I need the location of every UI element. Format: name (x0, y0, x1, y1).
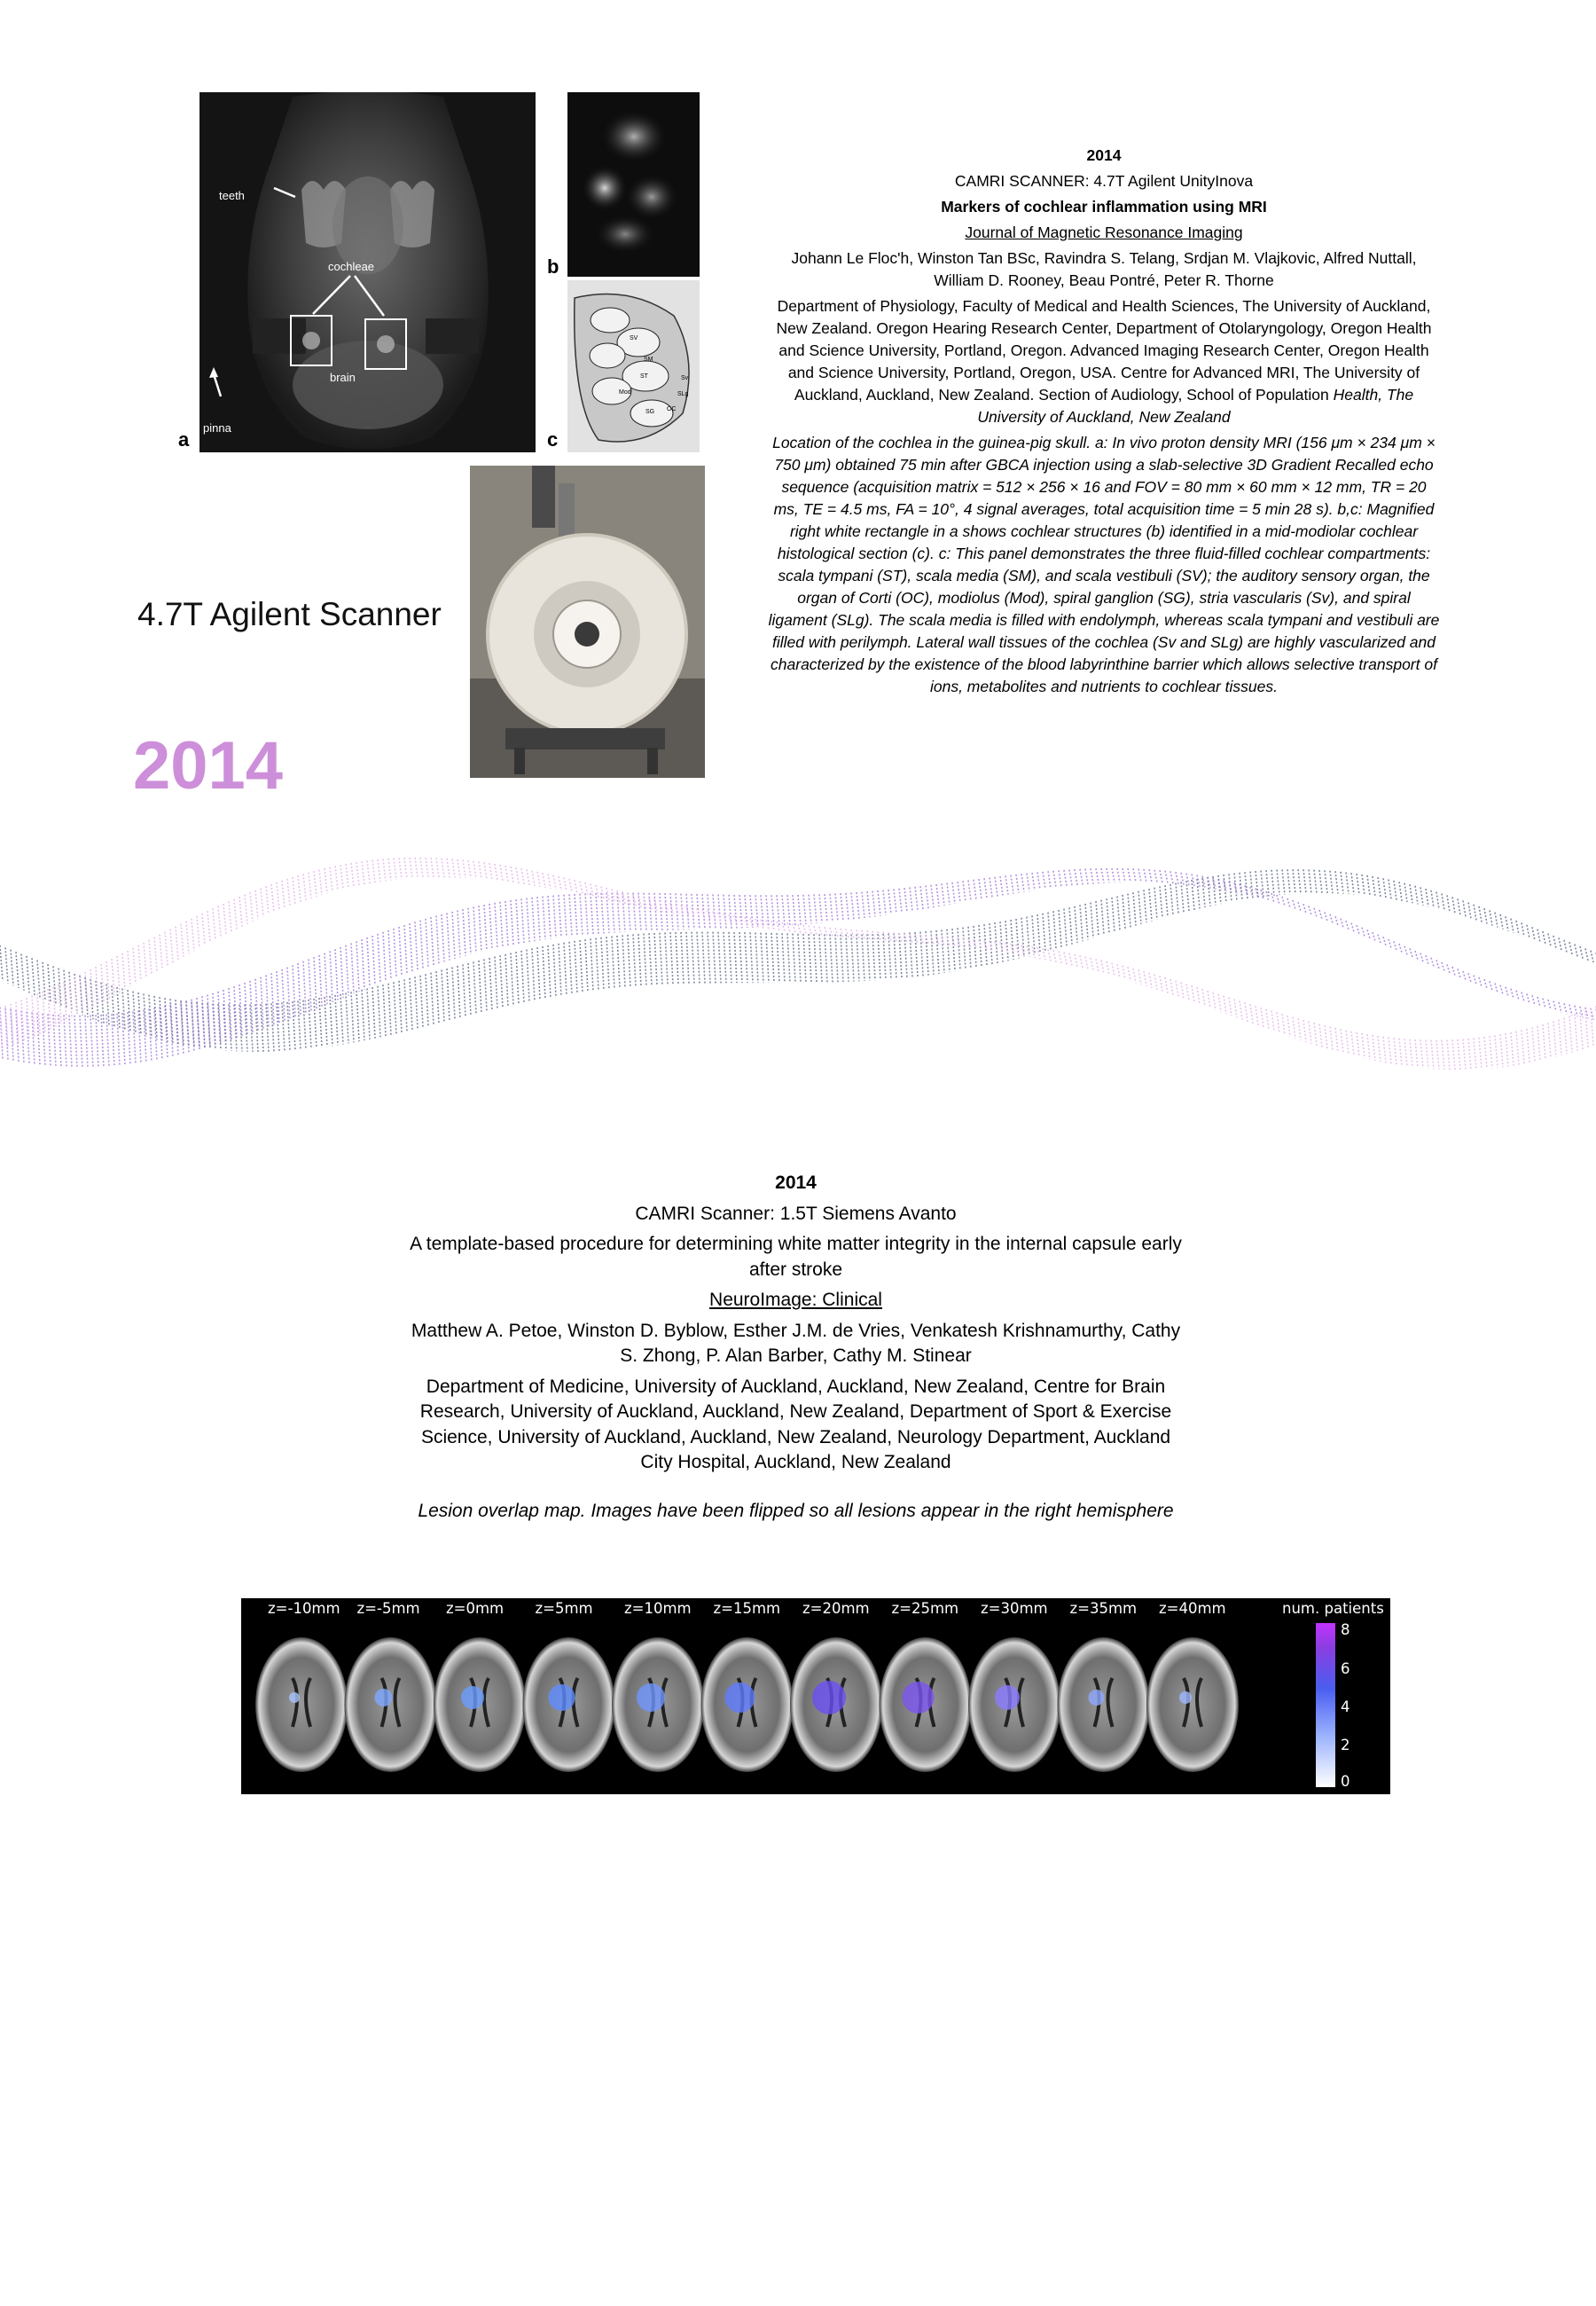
lesion-overlay (461, 1686, 484, 1709)
publication-2 (403, 1171, 1188, 1524)
scanner-label: 4.7T Agilent Scanner (137, 596, 442, 632)
lesion-overlay (1179, 1691, 1192, 1704)
colorbar-tick-4: 4 (1341, 1698, 1350, 1715)
histology-panel-c (567, 280, 700, 452)
brain-slice (523, 1637, 615, 1772)
brain-label: brain (330, 371, 356, 384)
panel-letter-a: a (178, 428, 190, 451)
lesion-overlay (903, 1682, 935, 1714)
brain-slice (255, 1637, 348, 1772)
pub2-year: 2014 (775, 1173, 817, 1193)
brain-slices (241, 1598, 1390, 1794)
brain-slice (790, 1637, 882, 1772)
lesion-overlay (725, 1682, 755, 1713)
slice-label: z=0mm (446, 1600, 505, 1617)
slice-label: z=10mm (624, 1600, 692, 1617)
publication-1 (767, 145, 1441, 698)
brain-slice (1058, 1637, 1150, 1772)
teeth-label: teeth (219, 189, 245, 202)
pub2-scanner: CAMRI Scanner: 1.5T Siemens Avanto (635, 1203, 957, 1224)
brain-slice (968, 1637, 1060, 1772)
scanner-photo (470, 466, 705, 778)
mri-panel-a (200, 92, 536, 452)
colorbar-tick-6: 6 (1341, 1660, 1350, 1677)
pub1-affiliations-main: Department of Physiology, Faculty of Medical and Health Sciences, The University of Auckland, New Zealand. Oregon Hearing Research Center, Department of Otolaryngology, Oregon Health and Science University, Portland, Oregon. Advanced Imaging Research Center, Oregon Health and Science University, Portland, Oregon, USA. Centre for Advanced MRI, The University of Auckland, Auckland, New Zealand. Section of Audiology, School of Population (776, 297, 1432, 404)
slice-label: z=25mm (891, 1600, 959, 1617)
pub1-title: Markers of cochlear inflammation using MRI (941, 198, 1267, 216)
decorative-wave (0, 780, 1596, 1100)
lesion-overlay (637, 1683, 665, 1712)
lesion-overlay (995, 1685, 1020, 1710)
slice-label: z=30mm (981, 1600, 1048, 1617)
slice-label: z=20mm (802, 1600, 870, 1617)
label-sm: SM (644, 357, 653, 363)
brain-slice (612, 1637, 704, 1772)
dotted-wave-graphic (0, 780, 1596, 1100)
lesion-overlay (812, 1681, 846, 1714)
lesion-overlay (289, 1692, 300, 1703)
pub1-scanner: CAMRI SCANNER: 4.7T Agilent UnityInova (954, 172, 1254, 190)
panel-letter-c: c (547, 428, 559, 451)
lesion-overlay (1089, 1690, 1105, 1706)
lesion-overlay (375, 1689, 393, 1706)
cochleae-label: cochleae (328, 260, 375, 273)
slice-label: z=35mm (1069, 1600, 1138, 1617)
pub1-caption: Location of the cochlea in the guinea-pig skull. a: In vivo proton density MRI (156 μm × 234 μm × 750 μm) obtained 75 min after GBCA injection using a slab-selective 3D Gradient Recalled echo sequence (acquisition matrix = 512 × 256 × 16 and FOV = 80 mm × 60 mm × 12 mm, TR = 20 ms, TE = 4.5 ms, FA = 10°, 4 signal averages, total acquisition time = 5 min 28 s). b,c: Magnified right white rectangle in a shows cochlear structures (b) identified in a mid-modiolar cochlear histological section (c). c: This panel demonstrates the three fluid-filled cochlear compartments: scala tympani (ST), scala media (SM), and scala vestibuli (SV); the auditory sensory organ, the organ of Corti (OC), modiolus (Mod), spiral ganglion (SG), stria vascularis (Sv), and spiral ligament (SLg). The scala media is filled with endolymph, whereas scala tympani and vestibuli are filled with perilymph. Lateral wall tissues of the cochlea (Sv and SLg) are highly vascularized and characterized by the existence of the blood labyrinthine barrier which allows selective transport of ions, metabolites and nutrients to cochlear tissues. (768, 434, 1440, 695)
label-sg: SG (645, 409, 655, 415)
colorbar-tick-0: 0 (1341, 1773, 1350, 1790)
label-slg: SLg (677, 391, 689, 397)
mri-panel-b (567, 92, 700, 277)
pub2-caption: Lesion overlap map. Images have been flipped so all lesions appear in the right hemisphere (418, 1500, 1174, 1521)
slice-label: z=5mm (535, 1600, 593, 1617)
pub2-journal[interactable]: NeuroImage: Clinical (709, 1290, 882, 1310)
brain-slice (1146, 1637, 1239, 1772)
cochlear-histology-section (567, 280, 700, 452)
timeline-year: 2014 (133, 728, 284, 804)
slice-label: z=15mm (713, 1600, 781, 1617)
slice-label: z=-10mm (268, 1600, 340, 1617)
colorbar-tick-2: 2 (1341, 1737, 1350, 1753)
lesion-overlay (549, 1684, 575, 1711)
pub1-journal[interactable]: Journal of Magnetic Resonance Imaging (965, 224, 1243, 241)
pub1-year: 2014 (1086, 146, 1122, 164)
agilent-scanner-illustration (470, 466, 705, 778)
pinna-label: pinna (203, 421, 231, 435)
pub1-authors: Johann Le Floc'h, Winston Tan BSc, Ravindra S. Telang, Srdjan M. Vlajkovic, Alfred Nuttall, William D. Rooney, Beau Pontré, Peter R. Thorne (791, 249, 1417, 289)
brain-slice (880, 1637, 972, 1772)
brain-slice (345, 1637, 437, 1772)
slice-label: z=40mm (1159, 1600, 1226, 1617)
brain-slice (434, 1637, 526, 1772)
colorbar-title: num. patients (1282, 1600, 1384, 1617)
slice-label: z=-5mm (356, 1600, 420, 1617)
pub2-title: A template-based procedure for determining white matter integrity in the internal capsule early after stroke (410, 1234, 1182, 1280)
label-mod: Mod (619, 389, 631, 396)
wave-band (0, 869, 1596, 1052)
guinea-pig-skull-mri (200, 92, 536, 452)
magnified-cochlea-mri (567, 92, 700, 277)
label-sv: SV (630, 335, 638, 341)
label-st: ST (640, 373, 648, 380)
panel-letter-b: b (547, 255, 559, 278)
wave-band (0, 858, 1596, 1070)
label-oc: OC (667, 406, 677, 412)
brain-slice (701, 1637, 794, 1772)
lesion-overlap-map (241, 1598, 1390, 1794)
label-stria: Sv (681, 375, 689, 381)
colorbar (1316, 1623, 1335, 1787)
pub1-affiliations-italic: Health, The University of Auckland, New Zealand (977, 386, 1414, 426)
colorbar-tick-8: 8 (1341, 1621, 1350, 1638)
pub2-affiliations: Department of Medicine, University of Auckland, Auckland, New Zealand, Centre for Brain Research, University of Auckland, Auckland, New Zealand, Department of Sport & Exercise Science, University of Auckland, Auckland, New Zealand, Neurology Department, Auckland City Hospital, Auckland, New Zealand (419, 1376, 1172, 1472)
pub2-authors: Matthew A. Petoe, Winston D. Byblow, Esther J.M. de Vries, Venkatesh Krishnamurthy, Cathy S. Zhong, P. Alan Barber, Cathy M. Stinear (411, 1320, 1181, 1366)
pub1-affiliations (767, 295, 1441, 428)
